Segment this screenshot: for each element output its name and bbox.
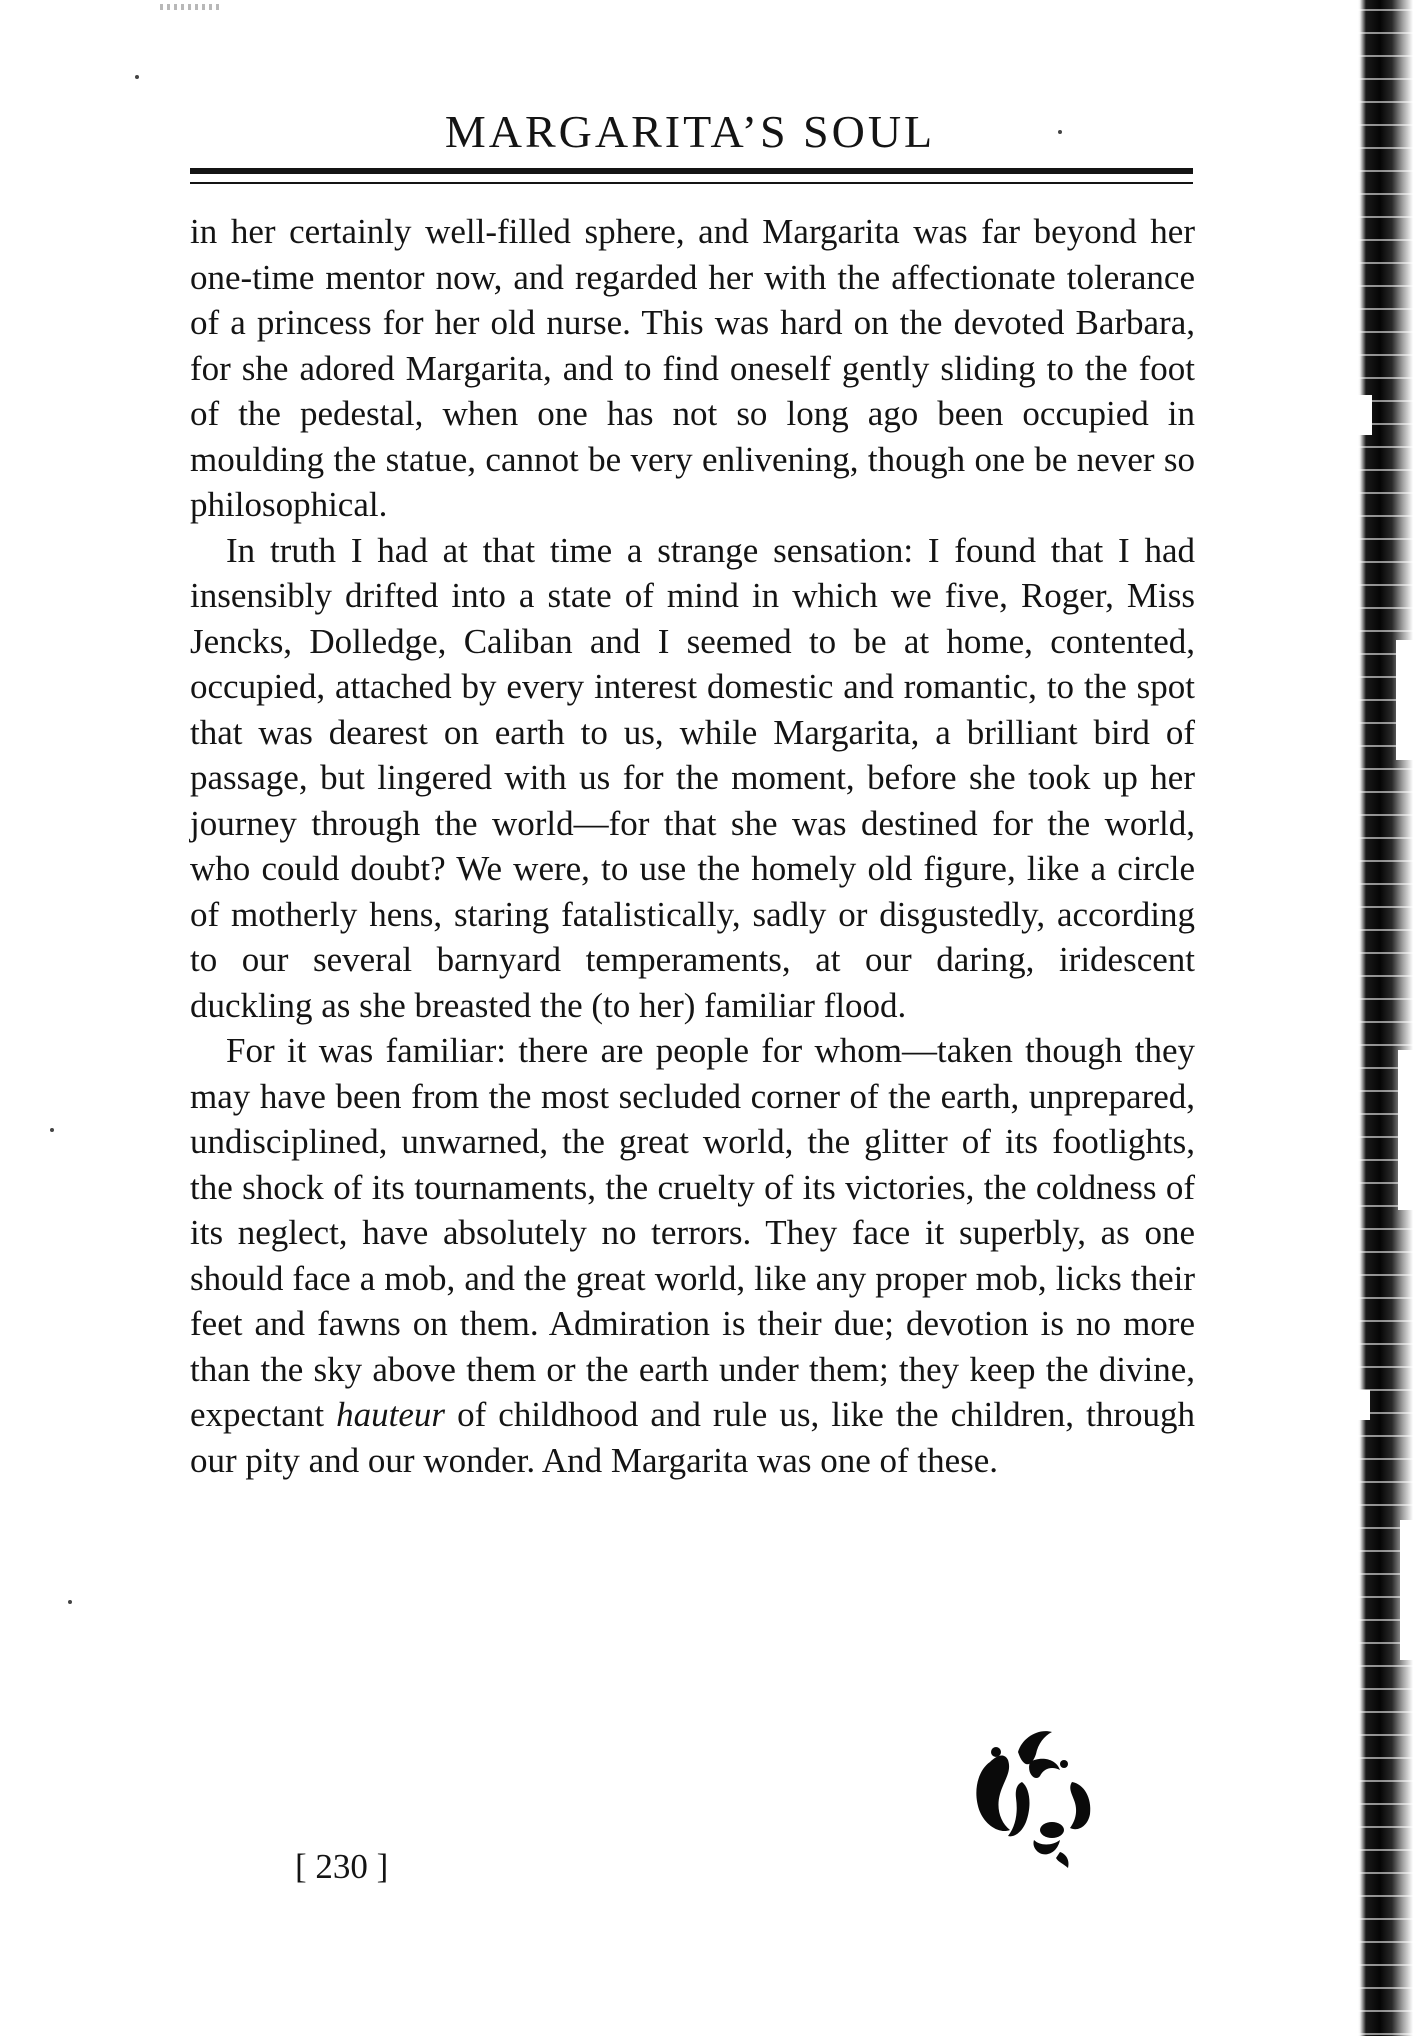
paragraph-3-text-a: For it was familiar: there are people for whom—taken though they may have been from the most secluded corner of the earth, unprepared, undisciplined, unwarned, the great world, the glitter of its footlights, the shock of its tournaments, the cruelty of its victories, the coldness of its neglect, have absolutely no terrors. They face it superbly, as one should face a mob, and the great world, like any proper mob, licks their feet and fawns on them. Admiration is their due; devotion is no more than the sky above them or the earth under them; they keep the divine, expectant xyxy=(190,1031,1195,1434)
scan-speck-dot xyxy=(135,75,139,79)
scan-speck xyxy=(160,4,220,10)
running-header-title: MARGARITA’S SOUL xyxy=(444,106,936,157)
paragraph-3-text-b: of childhood and rule us, like the children, through our pity and our wonder. And Margarita was one of these. xyxy=(190,1395,1195,1480)
printers-flower-ornament-icon xyxy=(960,1722,1100,1872)
paragraph-3 xyxy=(190,1028,1195,1483)
scan-speck-dot xyxy=(50,1128,54,1132)
paragraph-2: In truth I had at that time a strange sensation: I found that I had insensibly drifted into a state of mind in which we five, Roger, Miss Jencks, Dolledge, Caliban and I seemed to be at home, contented, occupied, attached by every interest domestic and romantic, to the spot that was dearest on earth to us, while Margarita, a brilliant bird of passage, but lingered with us for the moment, before she took up her journey through the world—for that she was destined for the world, who could doubt? We were, to use the homely old figure, like a circle of motherly hens, staring fatalistically, sadly or disgustedly, according to our several barnyard temperaments, at our daring, iridescent duckling as she breasted the (to her) familiar flood. xyxy=(190,530,1195,1025)
scanned-page-edge xyxy=(1358,0,1413,2036)
page-number: [ 230 ] xyxy=(295,1847,389,1886)
header-rule-thick xyxy=(190,168,1193,174)
paragraph-1: in her certainly well-filled sphere, and Margarita was far beyond her one-time mentor now, and regarded her with the affectionate tolerance of a princess for her old nurse. This was hard on the devoted Barbara, for she adored Margarita, and to find oneself gently sliding to the foot of the pedestal, when one has not so long ago been occupied in moulding the statue, cannot be very enlivening, though one be never so philosophical. xyxy=(190,212,1195,524)
body-text xyxy=(190,209,1195,1483)
header-rule-thin xyxy=(190,182,1193,184)
italic-word: hauteur xyxy=(336,1395,446,1434)
scan-speck-dot xyxy=(68,1600,72,1604)
scan-speck-dot xyxy=(1058,130,1062,134)
